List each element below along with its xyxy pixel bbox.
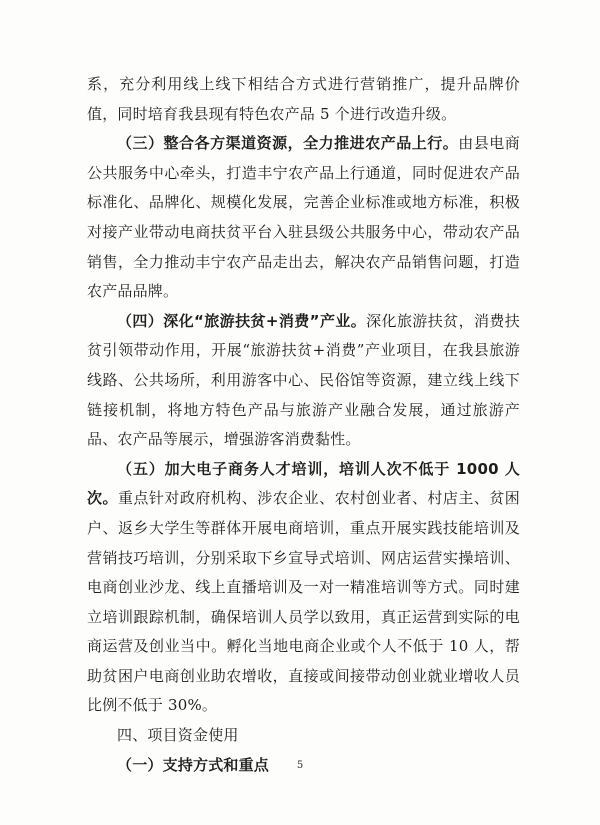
paragraph-continued: 系，充分利用线上线下相结合方式进行营销推广，提升品牌价值，同时培育我县现有特色农产品 5 个进行改造升级。 <box>87 75 520 123</box>
page-number: 5 <box>296 760 304 771</box>
section-3-title: （三）整合各方渠道资源，全力推进农产品上行。 <box>117 134 459 153</box>
section-4-title: （四）深化“旅游扶贫+消费”产业。 <box>117 311 367 330</box>
section-5-text: 重点针对政府机构、涉农企业、农村创业者、村店主、贫困户、返乡大学生等群体开展电商培训，重点开展实践技能培训及营销技巧培训，分别采取下乡宣导式培训、网店运营实操培训、电商创业沙龙、线上直播培训及一对一精准培训等方式。同时建立培训跟踪机制，确保培训人员学以致用，真正运营到实际的电商运营及创业当中。孵化当地电商企业或个人不低于 10 人，帮助贫困户电商创业助农增收，直接或间接带动创业就业增收人员比例不低于 30%。 <box>87 489 520 715</box>
paragraph-section-5 <box>87 455 520 721</box>
section-4-text: 深化旅游扶贫，消费扶贫引领带动作用，开展“旅游扶贫+消费”产业项目，在我县旅游线路、公共场所，利用游客中心、民俗馆等资源，建立线上线下链接机制，将地方特色产品与旅游产业融合发展，通过旅游产品、农产品等展示，增强游客消费黏性。 <box>87 311 520 449</box>
document-body <box>87 70 520 780</box>
paragraph-section-3 <box>87 129 520 307</box>
paragraph-section-4 <box>87 307 520 455</box>
section-heading-funding: 四、项目资金使用 <box>117 726 239 745</box>
subsection-heading-support: （一）支持方式和重点 <box>117 755 270 774</box>
section-5-title: （五）加大电子商务人才培训，培训人次不低于 1000 人次。 <box>87 459 520 508</box>
section-3-text: 由县电商公共服务中心牵头，打造丰宁农产品上行通道，同时促进农产品标准化、品牌化、规模化发展，完善企业标准或地方标准，积极对接产业带动电商扶贫平台入驻县级公共服务中心，带动农产品销售，全力推动丰宁农产品走出去，解决农产品销售问题，打造农产品品牌。 <box>87 134 520 301</box>
